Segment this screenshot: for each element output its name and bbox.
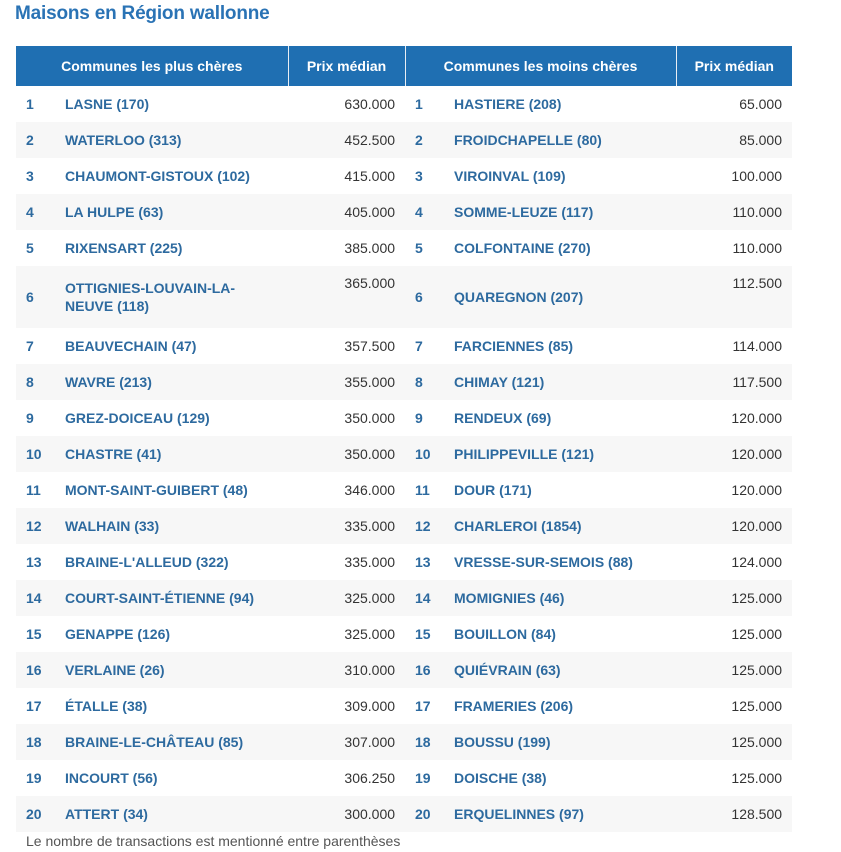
rank-left: 7 xyxy=(16,328,55,364)
price-right: 112.500 xyxy=(676,266,792,328)
rank-left: 14 xyxy=(16,580,55,616)
rank-right: 9 xyxy=(405,400,444,436)
commune-left: GENAPPE (126) xyxy=(55,616,288,652)
rank-left: 8 xyxy=(16,364,55,400)
rank-left: 20 xyxy=(16,796,55,832)
rank-left: 12 xyxy=(16,508,55,544)
commune-right: SOMME-LEUZE (117) xyxy=(444,194,676,230)
price-left: 415.000 xyxy=(288,158,405,194)
rank-right: 18 xyxy=(405,724,444,760)
commune-left: INCOURT (56) xyxy=(55,760,288,796)
commune-right: FROIDCHAPELLE (80) xyxy=(444,122,676,158)
table-header-row xyxy=(16,46,792,86)
price-right: 120.000 xyxy=(676,400,792,436)
commune-left: ÉTALLE (38) xyxy=(55,688,288,724)
table-row xyxy=(16,760,792,796)
commune-right: ERQUELINNES (97) xyxy=(444,796,676,832)
price-left: 355.000 xyxy=(288,364,405,400)
rank-right: 10 xyxy=(405,436,444,472)
commune-left: WALHAIN (33) xyxy=(55,508,288,544)
table-row xyxy=(16,266,792,328)
commune-left: BRAINE-LE-CHÂTEAU (85) xyxy=(55,724,288,760)
price-left: 350.000 xyxy=(288,436,405,472)
header-cheap-communes: Communes les moins chères xyxy=(405,46,676,86)
price-right: 114.000 xyxy=(676,328,792,364)
price-right: 110.000 xyxy=(676,230,792,266)
table-row xyxy=(16,472,792,508)
rank-left: 13 xyxy=(16,544,55,580)
commune-right: MOMIGNIES (46) xyxy=(444,580,676,616)
commune-right: BOUSSU (199) xyxy=(444,724,676,760)
rank-right: 20 xyxy=(405,796,444,832)
rank-right: 5 xyxy=(405,230,444,266)
commune-left: LA HULPE (63) xyxy=(55,194,288,230)
price-left: 306.250 xyxy=(288,760,405,796)
rank-right: 8 xyxy=(405,364,444,400)
price-right: 125.000 xyxy=(676,724,792,760)
price-left: 309.000 xyxy=(288,688,405,724)
price-left: 357.500 xyxy=(288,328,405,364)
price-left: 335.000 xyxy=(288,508,405,544)
price-right: 125.000 xyxy=(676,652,792,688)
price-left: 385.000 xyxy=(288,230,405,266)
price-left: 300.000 xyxy=(288,796,405,832)
rank-left: 4 xyxy=(16,194,55,230)
price-left: 452.500 xyxy=(288,122,405,158)
rank-left: 17 xyxy=(16,688,55,724)
commune-left: ATTERT (34) xyxy=(55,796,288,832)
commune-left: LASNE (170) xyxy=(55,86,288,122)
rank-left: 3 xyxy=(16,158,55,194)
price-right: 124.000 xyxy=(676,544,792,580)
rank-right: 4 xyxy=(405,194,444,230)
commune-right: QUAREGNON (207) xyxy=(444,266,676,328)
price-left: 346.000 xyxy=(288,472,405,508)
commune-left: GREZ-DOICEAU (129) xyxy=(55,400,288,436)
commune-left: WATERLOO (313) xyxy=(55,122,288,158)
rank-left: 16 xyxy=(16,652,55,688)
table-row xyxy=(16,364,792,400)
table-row xyxy=(16,158,792,194)
commune-right: VIROINVAL (109) xyxy=(444,158,676,194)
commune-right: BOUILLON (84) xyxy=(444,616,676,652)
price-right: 85.000 xyxy=(676,122,792,158)
table-row xyxy=(16,86,792,122)
rank-right: 11 xyxy=(405,472,444,508)
commune-left: CHAUMONT-GISTOUX (102) xyxy=(55,158,288,194)
commune-left: COURT-SAINT-ÉTIENNE (94) xyxy=(55,580,288,616)
commune-right: COLFONTAINE (270) xyxy=(444,230,676,266)
table-row xyxy=(16,328,792,364)
commune-left: CHASTRE (41) xyxy=(55,436,288,472)
page-title: Maisons en Région wallonne xyxy=(15,3,270,24)
commune-left: VERLAINE (26) xyxy=(55,652,288,688)
rank-right: 16 xyxy=(405,652,444,688)
rank-right: 14 xyxy=(405,580,444,616)
footnote: Le nombre de transactions est mentionné entre parenthèses xyxy=(26,833,401,849)
header-expensive-communes: Communes les plus chères xyxy=(16,46,288,86)
commune-left: WAVRE (213) xyxy=(55,364,288,400)
rank-left: 18 xyxy=(16,724,55,760)
rank-left: 1 xyxy=(16,86,55,122)
commune-right: DOUR (171) xyxy=(444,472,676,508)
header-median-price-left: Prix médian xyxy=(288,46,405,86)
price-right: 128.500 xyxy=(676,796,792,832)
rank-left: 5 xyxy=(16,230,55,266)
rank-right: 13 xyxy=(405,544,444,580)
price-right: 120.000 xyxy=(676,436,792,472)
rank-right: 15 xyxy=(405,616,444,652)
table-row xyxy=(16,436,792,472)
commune-left: RIXENSART (225) xyxy=(55,230,288,266)
table-row xyxy=(16,122,792,158)
price-left: 405.000 xyxy=(288,194,405,230)
table-row xyxy=(16,194,792,230)
price-right: 117.500 xyxy=(676,364,792,400)
rank-right: 6 xyxy=(405,266,444,328)
rank-right: 7 xyxy=(405,328,444,364)
rank-right: 19 xyxy=(405,760,444,796)
commune-right: VRESSE-SUR-SEMOIS (88) xyxy=(444,544,676,580)
table-body xyxy=(16,86,792,832)
rank-left: 2 xyxy=(16,122,55,158)
table-row xyxy=(16,580,792,616)
table-row xyxy=(16,400,792,436)
table-row xyxy=(16,508,792,544)
commune-right: DOISCHE (38) xyxy=(444,760,676,796)
price-right: 125.000 xyxy=(676,760,792,796)
price-right: 120.000 xyxy=(676,508,792,544)
price-left: 307.000 xyxy=(288,724,405,760)
rank-left: 6 xyxy=(16,266,55,328)
price-left: 350.000 xyxy=(288,400,405,436)
commune-left: BRAINE-L'ALLEUD (322) xyxy=(55,544,288,580)
commune-right: FRAMERIES (206) xyxy=(444,688,676,724)
header-median-price-right: Prix médian xyxy=(676,46,792,86)
table-row xyxy=(16,796,792,832)
commune-right: QUIÉVRAIN (63) xyxy=(444,652,676,688)
commune-right: RENDEUX (69) xyxy=(444,400,676,436)
rank-right: 1 xyxy=(405,86,444,122)
commune-right: FARCIENNES (85) xyxy=(444,328,676,364)
rank-left: 19 xyxy=(16,760,55,796)
price-right: 100.000 xyxy=(676,158,792,194)
price-right: 125.000 xyxy=(676,616,792,652)
table-row xyxy=(16,616,792,652)
price-left: 310.000 xyxy=(288,652,405,688)
rank-right: 12 xyxy=(405,508,444,544)
commune-left: MONT-SAINT-GUIBERT (48) xyxy=(55,472,288,508)
rank-left: 9 xyxy=(16,400,55,436)
price-right: 65.000 xyxy=(676,86,792,122)
price-right: 125.000 xyxy=(676,580,792,616)
table-row xyxy=(16,230,792,266)
commune-right: HASTIERE (208) xyxy=(444,86,676,122)
commune-right: PHILIPPEVILLE (121) xyxy=(444,436,676,472)
price-left: 335.000 xyxy=(288,544,405,580)
price-left: 365.000 xyxy=(288,266,405,328)
rank-left: 10 xyxy=(16,436,55,472)
table-row xyxy=(16,688,792,724)
price-table xyxy=(16,46,792,832)
price-left: 630.000 xyxy=(288,86,405,122)
table-row xyxy=(16,724,792,760)
commune-left: OTTIGNIES-LOUVAIN-LA-NEUVE (118) xyxy=(55,266,288,328)
price-right: 120.000 xyxy=(676,472,792,508)
price-left: 325.000 xyxy=(288,580,405,616)
rank-left: 15 xyxy=(16,616,55,652)
rank-right: 17 xyxy=(405,688,444,724)
price-right: 125.000 xyxy=(676,688,792,724)
rank-left: 11 xyxy=(16,472,55,508)
rank-right: 2 xyxy=(405,122,444,158)
commune-right: CHIMAY (121) xyxy=(444,364,676,400)
commune-right: CHARLEROI (1854) xyxy=(444,508,676,544)
price-left: 325.000 xyxy=(288,616,405,652)
rank-right: 3 xyxy=(405,158,444,194)
table-row xyxy=(16,652,792,688)
table-row xyxy=(16,544,792,580)
commune-left: BEAUVECHAIN (47) xyxy=(55,328,288,364)
price-right: 110.000 xyxy=(676,194,792,230)
